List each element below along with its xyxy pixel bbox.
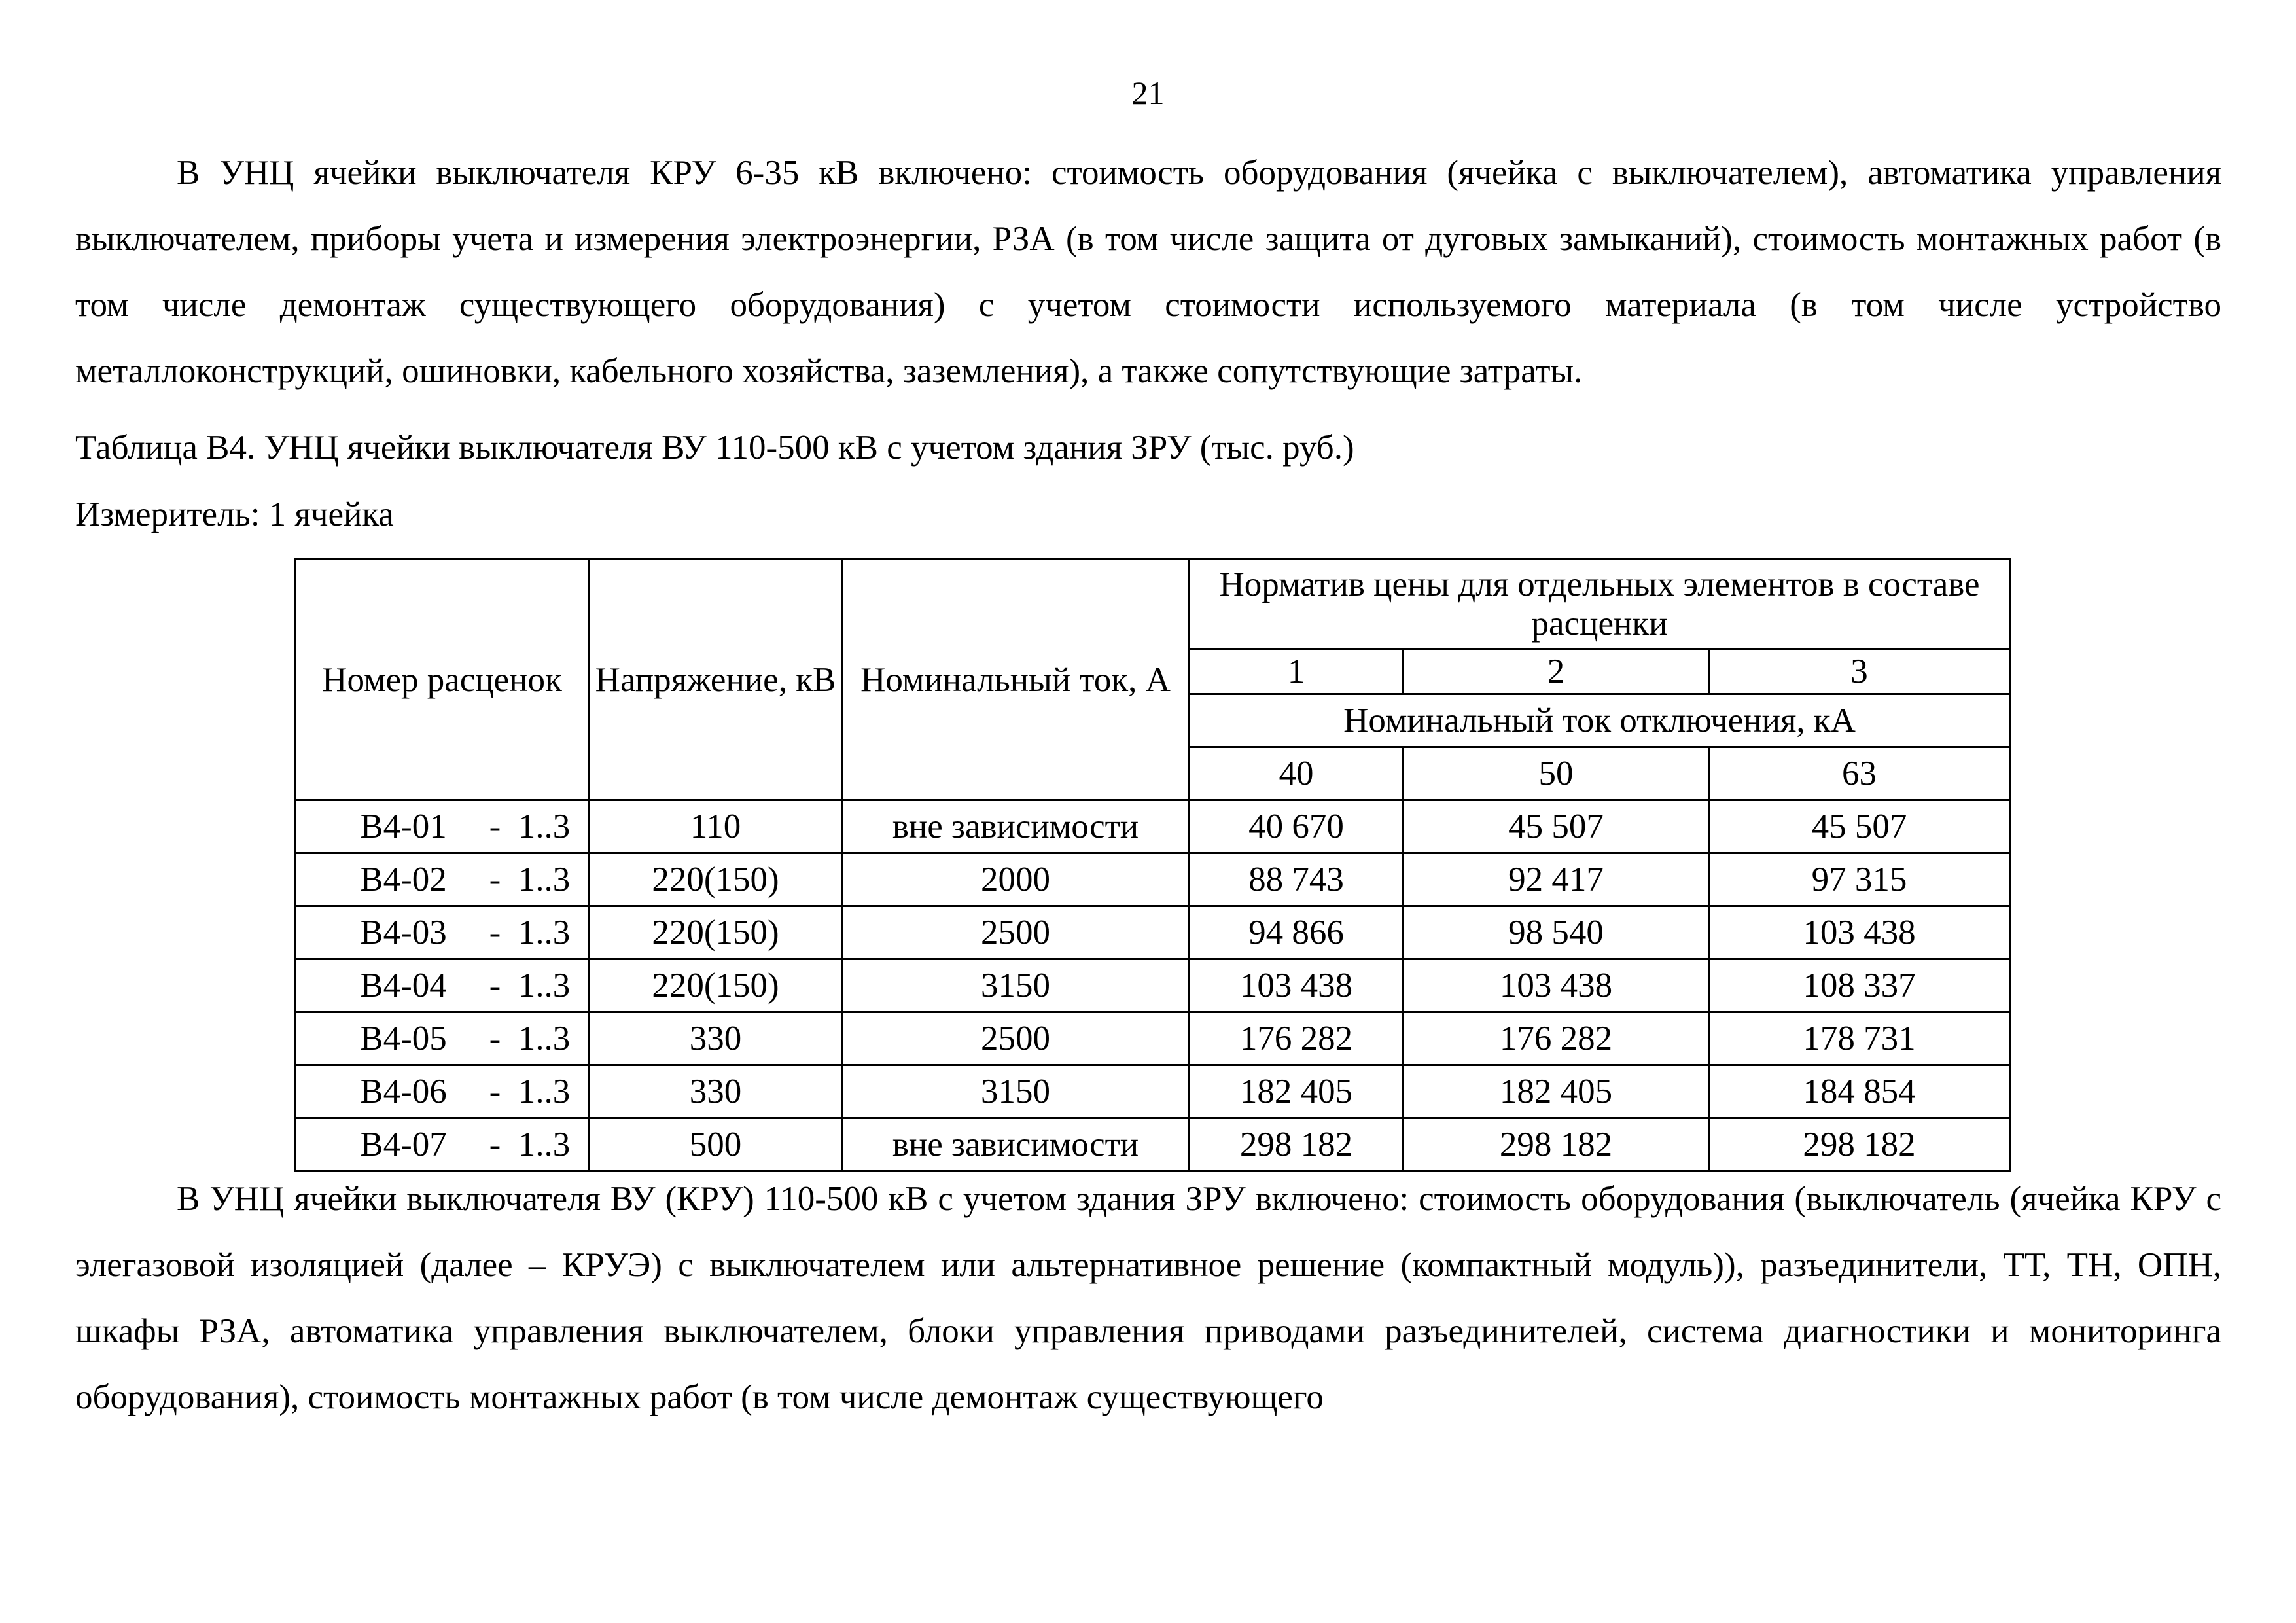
code-range: 1..3 <box>518 1126 571 1164</box>
intro-paragraph: В УНЦ ячейки выключателя КРУ 6-35 кВ включено: стоимость оборудования (ячейка с выключателем), автоматика управления выключателем, приборы учета и измерения электроэнергии, РЗА (в том числе защита от дуговых замыканий), стоимость монтажных работ (в том числе демонтаж существующего оборудования) с учетом стоимости используемого материала (в том числе устройство металлоконструкций, ошиновки, кабельного хозяйства, заземления), а также сопутствующие затраты. <box>75 154 2221 390</box>
code-dash: - <box>489 808 501 846</box>
header-code: Номер расценок <box>295 560 590 800</box>
row-price-1: 94 866 <box>1190 906 1404 959</box>
row-price-2: 103 438 <box>1404 959 1709 1012</box>
row-voltage: 220(150) <box>590 853 842 906</box>
measure-unit: Измеритель: 1 ячейка <box>75 495 394 533</box>
row-price-1: 182 405 <box>1190 1065 1404 1118</box>
code-number: В4-02 <box>360 861 447 899</box>
table-row <box>295 853 2010 906</box>
header-index-3: 3 <box>1709 649 2010 694</box>
row-current: вне зависимости <box>842 800 1190 853</box>
row-price-2: 98 540 <box>1404 906 1709 959</box>
header-breaking-63: 63 <box>1709 747 2010 800</box>
row-price-2: 182 405 <box>1404 1065 1709 1118</box>
code-number: В4-03 <box>360 914 447 952</box>
row-code <box>295 1118 590 1171</box>
code-dash: - <box>489 967 501 1005</box>
row-code <box>295 853 590 906</box>
table-row <box>295 906 2010 959</box>
row-voltage: 220(150) <box>590 906 842 959</box>
table-row <box>295 1118 2010 1171</box>
code-number: В4-01 <box>360 808 447 846</box>
row-code <box>295 959 590 1012</box>
row-price-2: 298 182 <box>1404 1118 1709 1171</box>
header-breaking-current: Номинальный ток отключения, кА <box>1190 694 2010 747</box>
row-current: 2500 <box>842 906 1190 959</box>
header-index-2: 2 <box>1404 649 1709 694</box>
row-voltage: 330 <box>590 1012 842 1065</box>
code-range: 1..3 <box>518 808 571 846</box>
row-price-3: 298 182 <box>1709 1118 2010 1171</box>
row-current: 3150 <box>842 1065 1190 1118</box>
code-range: 1..3 <box>518 914 571 952</box>
code-number: В4-07 <box>360 1126 447 1164</box>
table-caption: Таблица В4. УНЦ ячейки выключателя ВУ 110-500 кВ с учетом здания ЗРУ (тыс. руб.) <box>75 429 1354 467</box>
code-range: 1..3 <box>518 967 571 1005</box>
row-price-3: 178 731 <box>1709 1012 2010 1065</box>
header-index-1: 1 <box>1190 649 1404 694</box>
code-range: 1..3 <box>518 1073 571 1111</box>
code-dash: - <box>489 861 501 899</box>
row-current: вне зависимости <box>842 1118 1190 1171</box>
row-price-2: 45 507 <box>1404 800 1709 853</box>
row-code <box>295 1012 590 1065</box>
header-breaking-40: 40 <box>1190 747 1404 800</box>
row-price-3: 103 438 <box>1709 906 2010 959</box>
table-row <box>295 959 2010 1012</box>
code-number: В4-06 <box>360 1073 447 1111</box>
row-voltage: 220(150) <box>590 959 842 1012</box>
row-voltage: 110 <box>590 800 842 853</box>
row-price-1: 88 743 <box>1190 853 1404 906</box>
row-code <box>295 906 590 959</box>
row-voltage: 330 <box>590 1065 842 1118</box>
row-price-1: 40 670 <box>1190 800 1404 853</box>
row-price-1: 298 182 <box>1190 1118 1404 1171</box>
row-code <box>295 800 590 853</box>
table-row <box>295 1065 2010 1118</box>
row-current: 2500 <box>842 1012 1190 1065</box>
code-range: 1..3 <box>518 861 571 899</box>
header-voltage: Напряжение, кВ <box>590 560 842 800</box>
row-price-3: 184 854 <box>1709 1065 2010 1118</box>
row-code <box>295 1065 590 1118</box>
scope-paragraph: В УНЦ ячейки выключателя ВУ (КРУ) 110-500 кВ с учетом здания ЗРУ включено: стоимость оборудования (выключатель (ячейка КРУ с элегазовой изоляцией (далее – КРУЭ) с выключателем или альтернативное решение (компактный модуль)), разъединители, ТТ, ТН, ОПН, шкафы РЗА, автоматика управления выключателем, блоки управления приводами разъединителей, система диагностики и мониторинга оборудования), стоимость монтажных работ (в том числе демонтаж существующего <box>75 1180 2221 1416</box>
code-dash: - <box>489 914 501 952</box>
row-price-1: 103 438 <box>1190 959 1404 1012</box>
row-price-3: 45 507 <box>1709 800 2010 853</box>
price-table <box>294 558 2011 1172</box>
row-price-3: 97 315 <box>1709 853 2010 906</box>
page-number: 21 <box>1131 75 1165 111</box>
row-current: 2000 <box>842 853 1190 906</box>
code-range: 1..3 <box>518 1020 571 1058</box>
header-breaking-50: 50 <box>1404 747 1709 800</box>
code-number: В4-04 <box>360 967 447 1005</box>
row-current: 3150 <box>842 959 1190 1012</box>
header-norm: Норматив цены для отдельных элементов в составе расценки <box>1190 560 2010 649</box>
row-price-2: 176 282 <box>1404 1012 1709 1065</box>
code-dash: - <box>489 1073 501 1111</box>
row-voltage: 500 <box>590 1118 842 1171</box>
header-current: Номинальный ток, А <box>842 560 1190 800</box>
code-dash: - <box>489 1020 501 1058</box>
row-price-3: 108 337 <box>1709 959 2010 1012</box>
code-number: В4-05 <box>360 1020 447 1058</box>
row-price-2: 92 417 <box>1404 853 1709 906</box>
code-dash: - <box>489 1126 501 1164</box>
row-price-1: 176 282 <box>1190 1012 1404 1065</box>
table-row <box>295 800 2010 853</box>
table-row <box>295 1012 2010 1065</box>
